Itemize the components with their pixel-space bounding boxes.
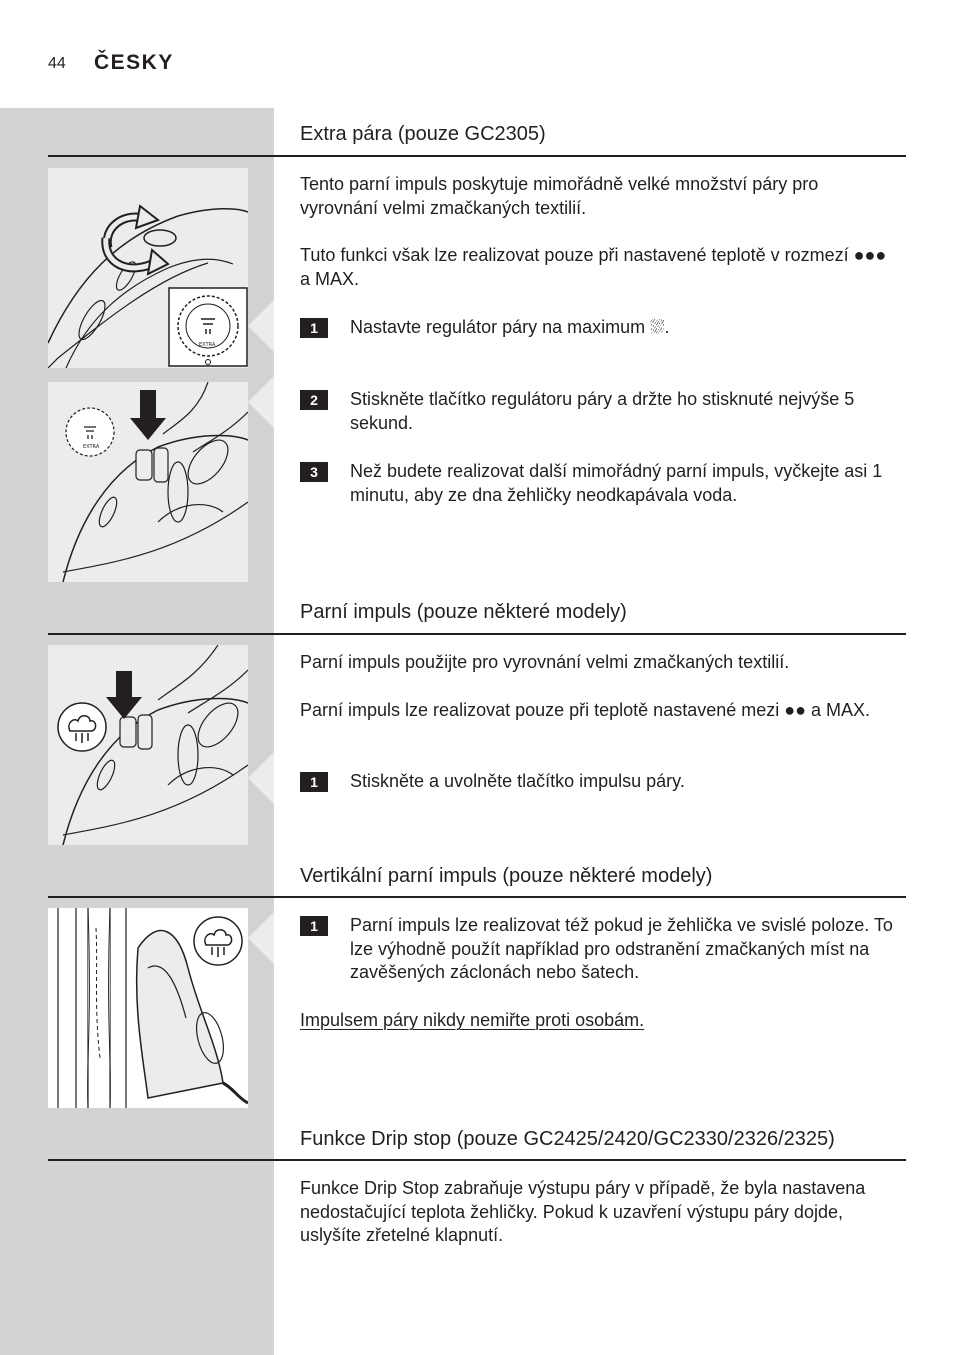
step-item	[300, 770, 900, 794]
step-item	[300, 316, 900, 340]
step-text: Parní impuls lze realizovat též pokud je žehlička ve svislé poloze. To lze výhodně použít například pro odstranění zmačkaných míst na zavěšených záclonách nebo šatech.	[350, 915, 893, 982]
section-rule	[48, 896, 906, 898]
section-title-vertical-steam: Vertikální parní impuls (pouze některé modely)	[300, 865, 713, 887]
step-item	[300, 460, 900, 507]
illustration-steam-dial	[48, 168, 248, 368]
dial-label: EXTRA	[199, 342, 216, 348]
section-rule	[48, 633, 906, 635]
illustration-pointer	[248, 300, 274, 352]
step-number-badge: 3	[300, 462, 328, 482]
iron-steam-shot-icon	[48, 645, 248, 845]
page-number: 44	[48, 55, 66, 72]
illustration-steam-shot	[48, 645, 248, 845]
step-text: Než budete realizovat další mimořádný parní impuls, vyčkejte asi 1 minutu, aby ze dna žehličky neodkapávala voda.	[350, 461, 883, 505]
section-title-extra-steam: Extra pára (pouze GC2305)	[300, 123, 546, 145]
dial-label: EXTRA	[83, 444, 100, 450]
step-item	[300, 914, 900, 985]
illustration-pointer	[248, 912, 274, 964]
illustration-vertical-steam	[48, 908, 248, 1108]
illustration-press-dial	[48, 382, 248, 582]
section-rule	[48, 1159, 906, 1161]
section-paragraph: Tento parní impuls poskytuje mimořádně velké množství páry pro vyrovnání velmi zmačkaných textilií.	[300, 174, 819, 218]
section-rule	[48, 155, 906, 157]
section-paragraph: Parní impuls lze realizovat pouze při teplotě nastavené mezi ●● a MAX.	[300, 700, 871, 720]
warning-note: Impulsem páry nikdy nemiřte proti osobám.	[300, 1010, 645, 1030]
step-number-badge: 2	[300, 390, 328, 410]
section-paragraph: Parní impuls použijte pro vyrovnání velmi zmačkaných textilií.	[300, 652, 790, 672]
section-title-drip-stop: Funkce Drip stop (pouze GC2425/2420/GC2330/2326/2325)	[300, 1128, 835, 1150]
step-text: Nastavte regulátor páry na maximum ⛆.	[350, 317, 670, 337]
illustration-pointer	[248, 752, 274, 804]
step-number-badge: 1	[300, 772, 328, 792]
iron-vertical-steam-icon	[48, 908, 248, 1108]
step-item	[300, 388, 900, 435]
step-number-badge: 1	[300, 318, 328, 338]
page-language-header: ČESKY	[94, 51, 174, 74]
illustration-pointer	[248, 376, 274, 428]
step-number-badge: 1	[300, 916, 328, 936]
section-paragraph: Tuto funkci však lze realizovat pouze při nastavené teplotě v rozmezí ●●● a MAX.	[300, 245, 887, 289]
step-text: Stiskněte tlačítko regulátoru páry a držte ho stisknuté nejvýše 5 sekund.	[350, 389, 855, 433]
section-title-steam-shot: Parní impuls (pouze některé modely)	[300, 601, 627, 623]
iron-steam-dial-rotate-icon	[48, 168, 248, 368]
section-paragraph: Funkce Drip Stop zabraňuje výstupu páry v případě, že byla nastavena nedostačující teplota žehličky. Pokud k uzavření výstupu páry dojde, uslyšíte zřetelné klapnutí.	[300, 1178, 866, 1245]
step-text: Stiskněte a uvolněte tlačítko impulsu páry.	[350, 771, 685, 791]
iron-press-steam-button-icon	[48, 382, 248, 582]
